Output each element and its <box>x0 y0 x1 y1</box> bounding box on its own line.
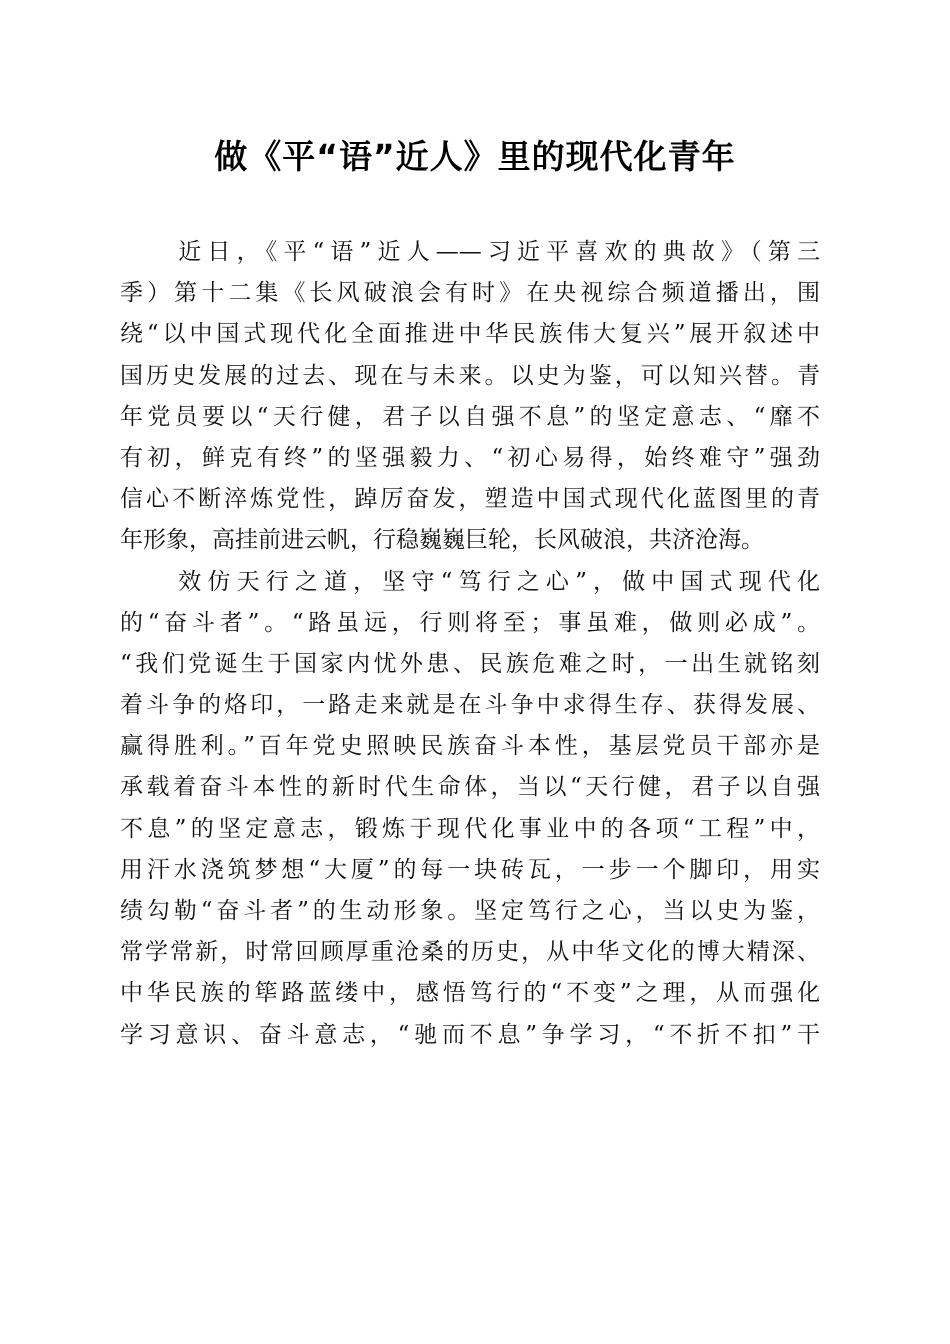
text-line: 年党员要以“天行健，君子以自强不息”的坚定意志、“靡不 <box>120 403 820 430</box>
text-line: 中华民族的筚路蓝缕中，感悟笃行的“不变”之理，从而强化 <box>120 980 820 1007</box>
text-line: 绕“以中国式现代化全面推进中华民族伟大复兴”展开叙述中 <box>120 321 820 348</box>
text-line: 用汗水浇筑梦想“大厦”的每一块砖瓦，一步一个脚印，用实 <box>120 856 820 883</box>
text-line: 绩勾勒“奋斗者”的生动形象。坚定笃行之心，当以史为鉴， <box>120 898 820 924</box>
text-line: 常学常新，时常回顾厚重沧桑的历史，从中华文化的博大精深、 <box>120 939 820 966</box>
text-line: 学习意识、奋斗意志，“驰而不息”争学习，“不折不扣”干 <box>120 1021 820 1048</box>
text-line: 着斗争的烙印，一路走来就是在斗争中求得生存、获得发展、 <box>120 692 820 719</box>
text-line: 年形象，高挂前进云帆，行稳巍巍巨轮，长风破浪，共济沧海。 <box>120 527 764 554</box>
document-body <box>120 232 820 1056</box>
text-line: 有初，鲜克有终”的坚强毅力、“初心易得，始终难守”强劲 <box>120 444 820 471</box>
text-line: 近日，《平“语”近人——习近平喜欢的典故》（第三 <box>120 239 820 265</box>
text-line: 季）第十二集《长风破浪会有时》在央视综合频道播出，围 <box>120 280 820 307</box>
paragraph-1 <box>120 232 820 562</box>
text-line: 效仿天行之道，坚守“笃行之心”，做中国式现代化 <box>120 568 820 595</box>
text-line: 信心不断淬炼党性，踔厉奋发，塑造中国式现代化蓝图里的青 <box>120 486 820 513</box>
text-line: 承载着奋斗本性的新时代生命体，当以“天行健，君子以自强 <box>120 774 820 801</box>
text-line: 国历史发展的过去、现在与未来。以史为鉴，可以知兴替。青 <box>120 362 820 389</box>
text-line: 赢得胜利。”百年党史照映民族奋斗本性，基层党员干部亦是 <box>120 733 820 760</box>
text-line: 的“奋斗者”。“路虽远，行则将至；事虽难，做则必成”。 <box>120 609 820 636</box>
paragraph-2 <box>120 562 820 1056</box>
text-line: 不息”的坚定意志，锻炼于现代化事业中的各项“工程”中， <box>120 815 820 842</box>
text-line: “我们党诞生于国家内忧外患、民族危难之时，一出生就铭刻 <box>120 650 820 677</box>
document-title: 做《平“语”近人》里的现代化青年 <box>214 137 736 176</box>
